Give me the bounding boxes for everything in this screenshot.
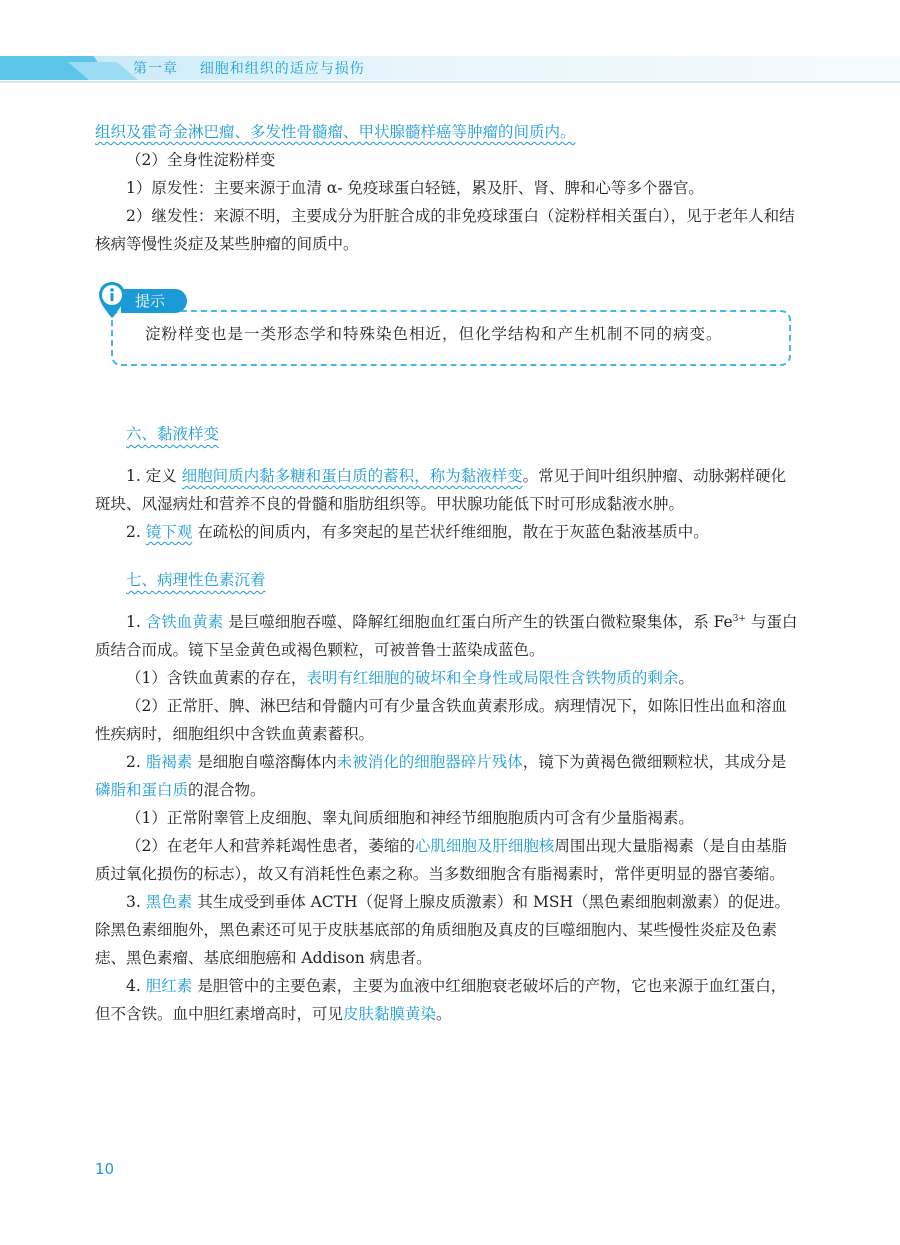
mucoid-microscopy — [95, 518, 800, 546]
item-number: 3. — [126, 893, 141, 911]
systemic-amyloidosis-heading: （2）全身性淀粉样变 — [126, 151, 276, 169]
highlight-text: 磷脂和蛋白质 — [95, 781, 189, 799]
body-text: ，镜下为黄褐色微细颗粒状，其成分是 — [522, 753, 787, 771]
tip-box — [97, 280, 800, 400]
highlight-text: 细胞间质内黏多糖和蛋白质的蓄积，称为黏液样变 — [181, 467, 523, 485]
body-text: 与蛋白质结合而成。镜下呈金黄色或褐色颗粒，可被普鲁士蓝染成蓝色。 — [95, 613, 798, 659]
info-icon — [97, 280, 127, 322]
highlight-text: 镜下观 — [145, 523, 193, 541]
lipofuscin-point-2 — [95, 832, 800, 888]
highlight-text: 脂褐素 — [145, 753, 193, 771]
primary-amyloidosis: 1）原发性：主要来源于血清 α- 免疫球蛋白轻链，累及肝、肾、脾和心等多个器官。 — [126, 179, 704, 197]
item-number: 1. — [126, 613, 141, 631]
chapter-name: 细胞和组织的适应与损伤 — [199, 61, 365, 77]
hemosiderin-point-2: （2）正常肝、脾、淋巴结和骨髓内可有少量含铁血黄素形成。病理情况下，如陈旧性出血和溶血性疾病时，细胞组织中含铁血黄素蓄积。 — [95, 697, 787, 743]
body-text: 。 — [436, 1005, 452, 1023]
hemosiderin-point-1 — [95, 664, 800, 692]
body-text: 是胆管中的主要色素，主要为血液中红细胞衰老破坏后的产物，它也来源于血红蛋白，但不含铁。血中胆红素增高时，可见 — [95, 977, 787, 1023]
secondary-amyloidosis: 2）继发性：来源不明，主要成分为肝脏合成的非免疫球蛋白（淀粉样相关蛋白），见于老年人和结核病等慢性炎症及某些肿瘤的间质中。 — [95, 207, 795, 253]
tip-text: 淀粉样变也是一类形态学和特殊染色相近，但化学结构和产生机制不同的病变。 — [145, 325, 723, 343]
continued-line — [95, 118, 800, 146]
section-title: 七、病理性色素沉着 — [126, 571, 266, 589]
section-heading-pigment — [95, 566, 800, 594]
highlight-text: 胆红素 — [145, 977, 193, 995]
melanin-paragraph — [95, 888, 800, 972]
highlight-text: 含铁血黄素 — [145, 613, 224, 631]
highlight-text: 皮肤黏膜黄染 — [343, 1005, 437, 1023]
body-text: 其生成受到垂体 ACTH（促肾上腺皮质激素）和 MSH（黑色素细胞刺激素）的促进。除黑色素细胞外，黑色素还可见于皮肤基底部的角质细胞及真皮的巨噬细胞内、某些慢性炎症及色素痣、黑色素瘤、基底细胞癌和 Addison 病患者。 — [95, 893, 790, 967]
chapter-number: 第一章 — [133, 61, 178, 77]
body-text: 在疏松的间质内，有多突起的星芒状纤维细胞，散在于灰蓝色黏液基质中。 — [197, 523, 709, 541]
item-number: 1. 定义 — [126, 467, 177, 485]
item-number: 2. — [126, 753, 141, 771]
section-heading-mucoid — [95, 420, 800, 448]
page-header — [0, 0, 900, 92]
bilirubin-paragraph — [95, 972, 800, 1028]
highlight-text: 未被消化的细胞器碎片残体 — [336, 753, 523, 771]
body-text: （2）在老年人和营养耗竭性患者，萎缩的 — [126, 837, 415, 855]
highlight-text: 心肌细胞及肝细胞核 — [414, 837, 555, 855]
item-number: 4. — [126, 977, 141, 995]
body-text: （1）含铁血黄素的存在， — [126, 669, 307, 687]
lipofuscin-paragraph — [95, 748, 800, 804]
header-divider — [0, 81, 900, 83]
tip-label: 提示 — [121, 289, 187, 313]
body-text: 周围出现大量脂褐素（是自由基脂质过氧化损伤的标志），故又有消耗性色素之称。当多数细胞含有脂褐素时，常伴更明显的器官萎缩。 — [95, 837, 787, 883]
body-text: 是细胞自噬溶酶体内 — [197, 753, 337, 771]
body-text: 的混合物。 — [188, 781, 266, 799]
body-text: 。常见于间叶组织肿瘤、动脉粥样硬化斑块、风湿病灶和营养不良的骨髓和脂肪组织等。甲状腺功能低下时可形成黏液水肿。 — [95, 467, 787, 513]
chapter-title — [133, 58, 365, 78]
page-number: 10 — [95, 1160, 115, 1178]
body-text: 。 — [678, 669, 694, 687]
highlight-text: 黑色素 — [145, 893, 193, 911]
highlight-text: 组织及霍奇金淋巴瘤、多发性骨髓瘤、甲状腺髓样癌等肿瘤的间质内。 — [95, 123, 576, 141]
superscript: 3+ — [732, 613, 746, 624]
lipofuscin-point-1: （1）正常附睾管上皮细胞、睾丸间质细胞和神经节细胞胞质内可含有少量脂褐素。 — [126, 809, 694, 827]
page-body — [95, 118, 800, 1028]
body-text: 是巨噬细胞吞噬、降解红细胞血红蛋白所产生的铁蛋白微粒聚集体，系 Fe — [228, 613, 733, 631]
section-title: 六、黏液样变 — [126, 425, 220, 443]
mucoid-definition — [95, 462, 800, 518]
item-number: 2. — [126, 523, 141, 541]
hemosiderin-paragraph — [95, 608, 800, 664]
highlight-text: 表明有红细胞的破坏和全身性或局限性含铁物质的剩余 — [306, 669, 679, 687]
